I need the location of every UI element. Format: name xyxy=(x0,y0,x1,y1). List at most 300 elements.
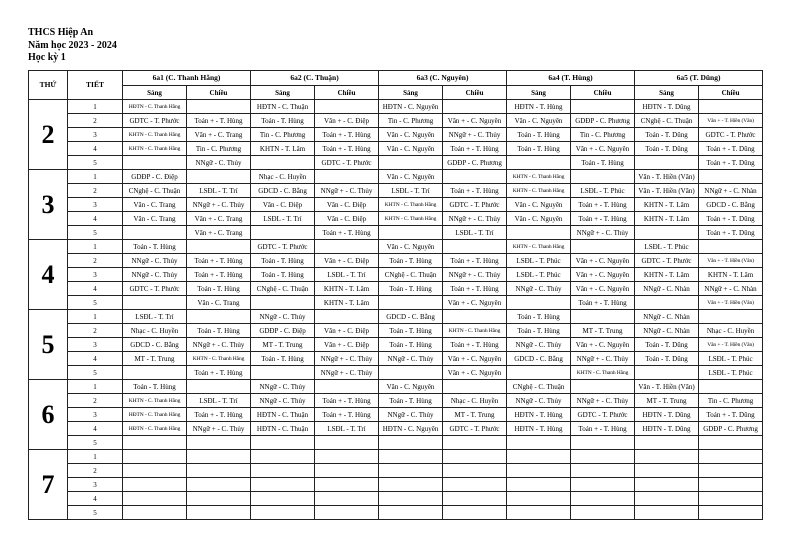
afternoon-lesson-cell: NNgữ + - C. Nhàn xyxy=(699,282,763,296)
period-number: 5 xyxy=(68,296,123,310)
semester: Học kỳ 1 xyxy=(28,52,66,63)
morning-lesson-cell: HĐTN - T. Dũng xyxy=(635,100,699,114)
morning-lesson-cell: Toán - T. Dũng xyxy=(635,352,699,366)
timetable-row xyxy=(29,464,763,478)
afternoon-lesson-cell: KHTN - T. Lâm xyxy=(315,296,379,310)
afternoon-lesson-cell xyxy=(699,170,763,184)
afternoon-lesson-cell xyxy=(315,464,379,478)
afternoon-lesson-cell: Toán + - T. Hùng xyxy=(571,198,635,212)
morning-lesson-cell xyxy=(507,226,571,240)
morning-lesson-cell xyxy=(507,492,571,506)
morning-lesson-cell xyxy=(379,478,443,492)
morning-lesson-cell: Văn - C. Trang xyxy=(123,212,187,226)
afternoon-lesson-cell: KHTN - C. Thanh Hằng xyxy=(443,324,507,338)
afternoon-lesson-cell xyxy=(443,436,507,450)
afternoon-lesson-cell xyxy=(571,240,635,254)
morning-lesson-cell: HĐTN - C. Thuận xyxy=(251,100,315,114)
morning-lesson-cell: Tin - C. Phương xyxy=(251,128,315,142)
day-label: 4 xyxy=(29,240,68,310)
afternoon-lesson-cell: Văn + - C. Điệp xyxy=(315,254,379,268)
morning-lesson-cell: Toán - T. Hùng xyxy=(507,324,571,338)
morning-header: Sáng xyxy=(123,86,187,100)
period-number: 3 xyxy=(68,128,123,142)
morning-lesson-cell xyxy=(635,156,699,170)
morning-lesson-cell: LSĐL - T. Trí xyxy=(251,212,315,226)
morning-lesson-cell: HĐTN - T. Hùng xyxy=(507,422,571,436)
morning-lesson-cell: Nhạc - C. Huyền xyxy=(251,170,315,184)
morning-lesson-cell: Toán - T. Hùng xyxy=(251,114,315,128)
afternoon-lesson-cell: Văn + - C. Nguyên xyxy=(443,366,507,380)
afternoon-lesson-cell: NNgữ + - C. Thủy xyxy=(315,352,379,366)
afternoon-lesson-cell: LSĐL - T. Trí xyxy=(315,422,379,436)
afternoon-header: Chiều xyxy=(699,86,763,100)
morning-lesson-cell: GDCD - C. Bằng xyxy=(251,184,315,198)
morning-lesson-cell: HĐTN - C. Nguyên xyxy=(379,100,443,114)
afternoon-lesson-cell: Toán + - T. Dũng xyxy=(699,408,763,422)
afternoon-lesson-cell xyxy=(187,100,251,114)
afternoon-lesson-cell xyxy=(315,170,379,184)
morning-lesson-cell: KHTN - C. Thanh Hằng xyxy=(123,142,187,156)
afternoon-lesson-cell: LSĐL - T. Phúc xyxy=(699,352,763,366)
afternoon-lesson-cell: Văn - C. Trang xyxy=(187,296,251,310)
morning-lesson-cell: NNgữ - C. Thủy xyxy=(251,394,315,408)
timetable-row xyxy=(29,296,763,310)
afternoon-lesson-cell xyxy=(699,450,763,464)
morning-lesson-cell xyxy=(123,226,187,240)
morning-lesson-cell: Văn - T. Hiền (Văn) xyxy=(635,170,699,184)
morning-lesson-cell: MT - T. Trung xyxy=(251,338,315,352)
morning-lesson-cell: HĐTN - C. Thanh Hằng xyxy=(123,408,187,422)
afternoon-lesson-cell xyxy=(315,310,379,324)
afternoon-lesson-cell: Toán + - T. Hùng xyxy=(315,408,379,422)
morning-lesson-cell: Toán - T. Dũng xyxy=(635,142,699,156)
morning-lesson-cell: Toán - T. Dũng xyxy=(635,338,699,352)
class-header-6a2: 6a2 (C. Thuận) xyxy=(251,71,379,86)
afternoon-lesson-cell xyxy=(315,380,379,394)
morning-lesson-cell: LSĐL - T. Phúc xyxy=(507,268,571,282)
morning-lesson-cell xyxy=(123,156,187,170)
morning-lesson-cell: Toán - T. Hùng xyxy=(123,240,187,254)
afternoon-lesson-cell xyxy=(443,464,507,478)
morning-lesson-cell xyxy=(635,478,699,492)
morning-lesson-cell: Toán - T. Hùng xyxy=(379,324,443,338)
afternoon-lesson-cell: Văn + - C. Nguyên xyxy=(571,142,635,156)
timetable-row xyxy=(29,240,763,254)
morning-lesson-cell: HĐTN - C. Nguyên xyxy=(379,422,443,436)
timetable-row xyxy=(29,422,763,436)
period-number: 3 xyxy=(68,268,123,282)
timetable-row xyxy=(29,268,763,282)
period-number: 3 xyxy=(68,478,123,492)
afternoon-lesson-cell: NNgữ + - C. Thủy xyxy=(187,198,251,212)
class-header-6a5: 6a5 (T. Dũng) xyxy=(635,71,763,86)
class-header-6a1: 6a1 (C. Thanh Hằng) xyxy=(123,71,251,86)
period-number: 4 xyxy=(68,492,123,506)
afternoon-lesson-cell: NNgữ + - C. Thủy xyxy=(443,268,507,282)
morning-lesson-cell: Toán - T. Hùng xyxy=(379,394,443,408)
morning-lesson-cell: KHTN - T. Lâm xyxy=(635,198,699,212)
period-number: 1 xyxy=(68,450,123,464)
morning-lesson-cell: Văn - C. Nguyên xyxy=(379,170,443,184)
morning-lesson-cell: Toán - T. Hùng xyxy=(507,310,571,324)
morning-lesson-cell: KHTN - C. Thanh Hằng xyxy=(379,198,443,212)
morning-lesson-cell: HĐTN - C. Thuận xyxy=(251,408,315,422)
afternoon-lesson-cell: NNgữ - C. Thủy xyxy=(187,156,251,170)
afternoon-lesson-cell: KHTN - T. Lâm xyxy=(699,268,763,282)
afternoon-header: Chiều xyxy=(187,86,251,100)
morning-lesson-cell xyxy=(635,226,699,240)
morning-lesson-cell xyxy=(251,156,315,170)
period-number: 2 xyxy=(68,184,123,198)
afternoon-lesson-cell: Toán + - T. Hùng xyxy=(443,338,507,352)
morning-lesson-cell xyxy=(251,464,315,478)
period-number: 2 xyxy=(68,254,123,268)
afternoon-lesson-cell: Toán + - T. Dũng xyxy=(699,142,763,156)
timetable-row xyxy=(29,366,763,380)
morning-lesson-cell xyxy=(123,436,187,450)
morning-lesson-cell: GDCD - C. Bằng xyxy=(379,310,443,324)
morning-header: Sáng xyxy=(507,86,571,100)
afternoon-lesson-cell xyxy=(571,310,635,324)
morning-lesson-cell: Toán - T. Hùng xyxy=(123,380,187,394)
afternoon-lesson-cell: Toán + - T. Hùng xyxy=(571,212,635,226)
afternoon-lesson-cell xyxy=(571,478,635,492)
afternoon-lesson-cell xyxy=(187,310,251,324)
afternoon-lesson-cell: LSĐL - T. Trí xyxy=(187,394,251,408)
timetable-row xyxy=(29,394,763,408)
afternoon-lesson-cell: GDTC - T. Phước xyxy=(315,156,379,170)
afternoon-lesson-cell xyxy=(187,506,251,520)
morning-lesson-cell xyxy=(379,366,443,380)
afternoon-lesson-cell xyxy=(187,240,251,254)
afternoon-lesson-cell: Toán + - T. Hùng xyxy=(315,142,379,156)
morning-lesson-cell: HĐTN - T. Dũng xyxy=(635,408,699,422)
morning-lesson-cell xyxy=(251,226,315,240)
class-header-row xyxy=(29,71,763,86)
class-header-6a4: 6a4 (T. Hùng) xyxy=(507,71,635,86)
morning-lesson-cell: HĐTN - T. Dũng xyxy=(635,422,699,436)
morning-header: Sáng xyxy=(635,86,699,100)
afternoon-lesson-cell: NNgữ + - C. Thủy xyxy=(443,128,507,142)
morning-lesson-cell: HĐTN - C. Thanh Hằng xyxy=(123,422,187,436)
afternoon-lesson-cell xyxy=(699,100,763,114)
morning-lesson-cell xyxy=(123,296,187,310)
afternoon-lesson-cell: Nhạc - C. Huyền xyxy=(699,324,763,338)
afternoon-lesson-cell xyxy=(315,478,379,492)
timetable-row xyxy=(29,198,763,212)
morning-lesson-cell: LSĐL - T. Phúc xyxy=(635,240,699,254)
morning-lesson-cell: NNgữ - C. Thủy xyxy=(507,394,571,408)
morning-lesson-cell xyxy=(507,436,571,450)
timetable-row xyxy=(29,226,763,240)
period-number: 5 xyxy=(68,156,123,170)
afternoon-lesson-cell: NNgữ + - C. Thủy xyxy=(443,212,507,226)
morning-lesson-cell xyxy=(635,492,699,506)
afternoon-lesson-cell: GDĐP - C. Phương xyxy=(571,114,635,128)
morning-lesson-cell: GDĐP - C. Điệp xyxy=(251,324,315,338)
afternoon-lesson-cell: GDTC - T. Phước xyxy=(571,408,635,422)
morning-lesson-cell: NNgữ - C. Thủy xyxy=(507,338,571,352)
period-number: 5 xyxy=(68,436,123,450)
afternoon-lesson-cell: Tin - C. Phương xyxy=(571,128,635,142)
afternoon-lesson-cell xyxy=(571,170,635,184)
morning-lesson-cell: CNghệ - C. Thuận xyxy=(507,380,571,394)
morning-lesson-cell: NNgữ - C. Thủy xyxy=(251,310,315,324)
afternoon-lesson-cell: NNgữ + - C. Thủy xyxy=(187,338,251,352)
afternoon-lesson-cell: Văn + - C. Nguyên xyxy=(571,282,635,296)
afternoon-lesson-cell xyxy=(187,436,251,450)
afternoon-lesson-cell: Nhạc - C. Huyền xyxy=(443,394,507,408)
timetable-row xyxy=(29,114,763,128)
day-label: 2 xyxy=(29,100,68,170)
timetable-row xyxy=(29,282,763,296)
afternoon-lesson-cell: Văn + - C. Nguyên xyxy=(443,296,507,310)
afternoon-lesson-cell: MT - T. Trung xyxy=(443,408,507,422)
afternoon-lesson-cell: GDTC - T. Phước xyxy=(699,128,763,142)
afternoon-lesson-cell xyxy=(315,450,379,464)
period-number: 4 xyxy=(68,282,123,296)
period-number: 3 xyxy=(68,198,123,212)
afternoon-lesson-cell xyxy=(187,464,251,478)
afternoon-lesson-cell: Toán + - T. Hùng xyxy=(187,254,251,268)
timetable-row xyxy=(29,324,763,338)
afternoon-lesson-cell: Văn - C. Điệp xyxy=(315,198,379,212)
afternoon-lesson-cell xyxy=(443,478,507,492)
afternoon-lesson-cell: Văn + - C. Nguyên xyxy=(443,114,507,128)
morning-lesson-cell xyxy=(507,506,571,520)
afternoon-lesson-cell xyxy=(187,492,251,506)
afternoon-lesson-cell: Toán + - T. Hùng xyxy=(187,366,251,380)
morning-lesson-cell xyxy=(507,450,571,464)
afternoon-lesson-cell: Toán + - T. Hùng xyxy=(315,226,379,240)
afternoon-lesson-cell: KHTN - C. Thanh Hằng xyxy=(187,352,251,366)
period-number: 5 xyxy=(68,226,123,240)
morning-lesson-cell xyxy=(251,436,315,450)
afternoon-lesson-cell xyxy=(443,380,507,394)
afternoon-lesson-cell: Văn + - T. Hiền (Văn) xyxy=(699,296,763,310)
timetable-row xyxy=(29,254,763,268)
morning-lesson-cell xyxy=(123,492,187,506)
afternoon-lesson-cell xyxy=(699,310,763,324)
morning-lesson-cell: NNgữ - C. Thủy xyxy=(123,254,187,268)
afternoon-lesson-cell: MT - T. Trung xyxy=(571,324,635,338)
morning-lesson-cell: LSĐL - T. Trí xyxy=(123,310,187,324)
afternoon-lesson-cell: Toán - T. Hùng xyxy=(571,156,635,170)
afternoon-lesson-cell: NNgữ + - C. Thủy xyxy=(571,394,635,408)
afternoon-lesson-cell: GDCD - C. Bằng xyxy=(699,198,763,212)
timetable-row xyxy=(29,212,763,226)
timetable-row xyxy=(29,128,763,142)
morning-lesson-cell xyxy=(251,450,315,464)
afternoon-lesson-cell: LSĐL - T. Trí xyxy=(187,184,251,198)
afternoon-lesson-cell: Văn + - C. Điệp xyxy=(315,338,379,352)
afternoon-lesson-cell xyxy=(187,380,251,394)
afternoon-lesson-cell: Văn + - C. Điệp xyxy=(315,324,379,338)
timetable-row xyxy=(29,352,763,366)
timetable-row xyxy=(29,310,763,324)
afternoon-lesson-cell xyxy=(443,240,507,254)
morning-lesson-cell: Văn - C. Nguyên xyxy=(379,240,443,254)
morning-lesson-cell: Văn - C. Nguyên xyxy=(379,142,443,156)
timetable-row xyxy=(29,184,763,198)
morning-lesson-cell xyxy=(635,436,699,450)
school-name: THCS Hiệp An xyxy=(28,27,94,38)
morning-lesson-cell: Văn - C. Nguyên xyxy=(507,198,571,212)
day-label: 3 xyxy=(29,170,68,240)
morning-lesson-cell: HĐTN - C. Thuận xyxy=(251,422,315,436)
afternoon-lesson-cell: KHTN - C. Thanh Hằng xyxy=(571,366,635,380)
afternoon-lesson-cell: Văn + - T. Hiền (Văn) xyxy=(699,114,763,128)
day-label: 6 xyxy=(29,380,68,450)
morning-lesson-cell: CNghệ - C. Thuận xyxy=(123,184,187,198)
morning-lesson-cell: HĐTN - T. Hùng xyxy=(507,100,571,114)
morning-lesson-cell xyxy=(635,296,699,310)
afternoon-lesson-cell: Văn + - C. Nguyên xyxy=(571,268,635,282)
morning-lesson-cell xyxy=(507,478,571,492)
morning-lesson-cell: Tin - C. Phương xyxy=(379,114,443,128)
afternoon-lesson-cell: Toán + - T. Hùng xyxy=(571,296,635,310)
period-number: 2 xyxy=(68,394,123,408)
morning-lesson-cell: MT - T. Trung xyxy=(635,394,699,408)
morning-lesson-cell: HĐTN - C. Thanh Hằng xyxy=(123,100,187,114)
morning-lesson-cell: Toán - T. Hùng xyxy=(251,268,315,282)
morning-lesson-cell xyxy=(635,506,699,520)
timetable-row xyxy=(29,170,763,184)
afternoon-lesson-cell xyxy=(571,492,635,506)
afternoon-lesson-cell xyxy=(315,240,379,254)
morning-lesson-cell: GDCD - C. Bằng xyxy=(123,338,187,352)
timetable-row xyxy=(29,408,763,422)
morning-lesson-cell xyxy=(379,226,443,240)
afternoon-lesson-cell xyxy=(699,464,763,478)
morning-lesson-cell: Văn - C. Nguyên xyxy=(379,380,443,394)
morning-lesson-cell xyxy=(123,506,187,520)
period-number: 5 xyxy=(68,506,123,520)
afternoon-header: Chiều xyxy=(571,86,635,100)
afternoon-lesson-cell xyxy=(571,100,635,114)
morning-lesson-cell: KHTN - T. Lâm xyxy=(635,268,699,282)
afternoon-lesson-cell: NNgữ + - C. Thủy xyxy=(315,184,379,198)
morning-lesson-cell: CNghệ - C. Thuận xyxy=(251,282,315,296)
afternoon-lesson-cell: Văn + - C. Nguyên xyxy=(571,254,635,268)
morning-lesson-cell xyxy=(123,450,187,464)
timetable-row xyxy=(29,380,763,394)
period-number: 3 xyxy=(68,338,123,352)
afternoon-lesson-cell: Toán + - T. Hùng xyxy=(571,422,635,436)
afternoon-lesson-cell xyxy=(699,436,763,450)
morning-lesson-cell: Văn - C. Nguyên xyxy=(379,128,443,142)
morning-lesson-cell: CNghệ - C. Thuận xyxy=(635,114,699,128)
morning-lesson-cell: KHTN - C. Thanh Hằng xyxy=(123,128,187,142)
afternoon-lesson-cell: Văn + - C. Nguyên xyxy=(443,352,507,366)
afternoon-lesson-cell: GDĐP - C. Phương xyxy=(699,422,763,436)
afternoon-lesson-cell xyxy=(571,380,635,394)
afternoon-header: Chiều xyxy=(443,86,507,100)
afternoon-lesson-cell xyxy=(571,436,635,450)
timetable-row xyxy=(29,100,763,114)
morning-lesson-cell: Nhạc - C. Huyền xyxy=(123,324,187,338)
morning-lesson-cell: NNgữ - C. Thủy xyxy=(379,408,443,422)
afternoon-lesson-cell xyxy=(187,170,251,184)
morning-lesson-cell xyxy=(379,464,443,478)
morning-lesson-cell: GDCD - C. Bằng xyxy=(507,352,571,366)
afternoon-lesson-cell: Văn + - C. Trang xyxy=(187,212,251,226)
school-year: Năm học 2023 - 2024 xyxy=(28,39,117,51)
afternoon-lesson-cell xyxy=(443,170,507,184)
afternoon-lesson-cell: Văn - C. Điệp xyxy=(315,212,379,226)
afternoon-lesson-cell: Toán + - T. Hùng xyxy=(187,114,251,128)
afternoon-header: Chiều xyxy=(315,86,379,100)
afternoon-lesson-cell: Toán + - T. Hùng xyxy=(315,394,379,408)
morning-lesson-cell xyxy=(379,450,443,464)
morning-lesson-cell: KHTN - C. Thanh Hằng xyxy=(507,240,571,254)
afternoon-lesson-cell: Văn + - C. Trang xyxy=(187,226,251,240)
morning-lesson-cell: NNgữ - C. Nhàn xyxy=(635,282,699,296)
afternoon-lesson-cell: Văn + - T. Hiền (Văn) xyxy=(699,254,763,268)
afternoon-lesson-cell xyxy=(187,450,251,464)
morning-lesson-cell: Toán - T. Hùng xyxy=(379,282,443,296)
morning-lesson-cell: KHTN - C. Thanh Hằng xyxy=(507,170,571,184)
period-number: 4 xyxy=(68,212,123,226)
afternoon-lesson-cell xyxy=(571,464,635,478)
timetable-row xyxy=(29,492,763,506)
morning-lesson-cell xyxy=(635,450,699,464)
morning-lesson-cell: Văn - T. Hiền (Văn) xyxy=(635,184,699,198)
afternoon-lesson-cell xyxy=(315,506,379,520)
morning-lesson-cell: Văn - C. Nguyên xyxy=(507,212,571,226)
period-number: 5 xyxy=(68,366,123,380)
morning-lesson-cell: NNgữ - C. Thủy xyxy=(379,352,443,366)
afternoon-lesson-cell: NNgữ + - C. Thủy xyxy=(571,226,635,240)
afternoon-lesson-cell: KHTN - T. Lâm xyxy=(315,282,379,296)
period-number: 2 xyxy=(68,324,123,338)
timetable xyxy=(28,70,763,520)
morning-lesson-cell xyxy=(251,296,315,310)
afternoon-lesson-cell: LSĐL - T. Phúc xyxy=(699,366,763,380)
morning-lesson-cell xyxy=(379,506,443,520)
period-number: 1 xyxy=(68,100,123,114)
morning-lesson-cell: LSĐL - T. Trí xyxy=(379,184,443,198)
afternoon-lesson-cell: Toán + - T. Hùng xyxy=(187,268,251,282)
afternoon-lesson-cell: NNgữ + - C. Nhàn xyxy=(699,184,763,198)
morning-lesson-cell: Văn - C. Nguyên xyxy=(507,114,571,128)
morning-lesson-cell: Toán - T. Hùng xyxy=(251,352,315,366)
afternoon-lesson-cell xyxy=(443,492,507,506)
morning-lesson-cell xyxy=(379,436,443,450)
morning-lesson-cell xyxy=(507,464,571,478)
period-number: 4 xyxy=(68,422,123,436)
afternoon-lesson-cell: GDTC - T. Phước xyxy=(443,422,507,436)
afternoon-lesson-cell: Văn + - T. Hiền (Văn) xyxy=(699,338,763,352)
afternoon-lesson-cell xyxy=(699,380,763,394)
timetable-row xyxy=(29,142,763,156)
morning-lesson-cell: Toán - T. Hùng xyxy=(507,142,571,156)
document-header xyxy=(28,27,117,65)
afternoon-lesson-cell: GDTC - T. Phước xyxy=(443,198,507,212)
morning-lesson-cell: GDTC - T. Phước xyxy=(123,282,187,296)
morning-lesson-cell xyxy=(251,366,315,380)
morning-lesson-cell xyxy=(251,492,315,506)
morning-lesson-cell xyxy=(123,478,187,492)
class-header-6a3: 6a3 (C. Nguyên) xyxy=(379,71,507,86)
day-label: 7 xyxy=(29,450,68,520)
period-number: 1 xyxy=(68,380,123,394)
afternoon-lesson-cell xyxy=(187,478,251,492)
morning-lesson-cell xyxy=(123,366,187,380)
morning-lesson-cell xyxy=(379,296,443,310)
morning-lesson-cell: GDTC - T. Phước xyxy=(123,114,187,128)
morning-lesson-cell: KHTN - C. Thanh Hằng xyxy=(123,394,187,408)
